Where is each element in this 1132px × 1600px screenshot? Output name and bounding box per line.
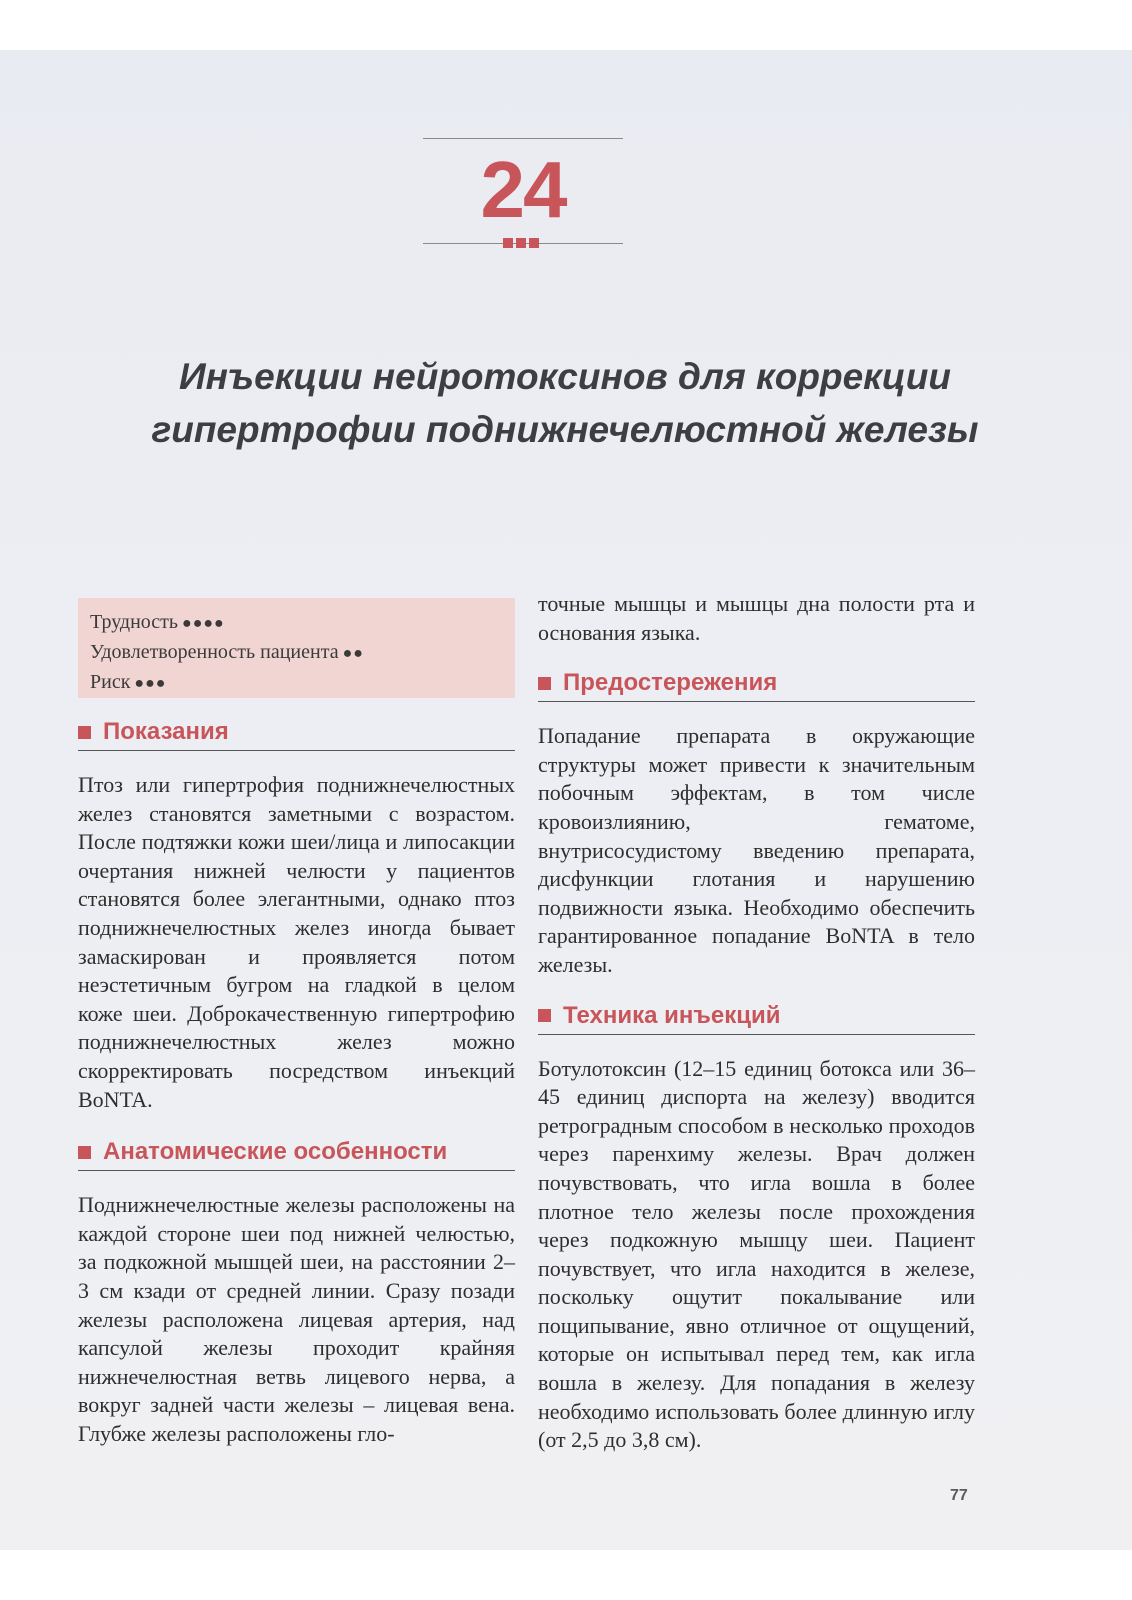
technique-heading-label: Техника инъекций bbox=[563, 1001, 781, 1029]
indications-heading bbox=[78, 718, 515, 751]
left-column bbox=[78, 598, 515, 1448]
risk-rating bbox=[90, 668, 503, 698]
difficulty-dots: ●●●● bbox=[182, 615, 225, 632]
heading-square-icon bbox=[78, 1146, 91, 1159]
page-number: 77 bbox=[950, 1487, 968, 1504]
chapter-top-rule bbox=[423, 138, 623, 139]
right-column bbox=[538, 590, 975, 1455]
heading-square-icon bbox=[538, 1009, 551, 1022]
precautions-text: Попадание препарата в окружающие структуры может привести к значительным побочным эффектам, в том числе кровоизлиянию, гематоме, внутрисосудистому введению препарата, дисфункции глотания и нарушению подвижности языка. Необходимо обеспечить гарантированное попадание BoNTA в тело железы. bbox=[538, 723, 975, 977]
chapter-title bbox=[60, 350, 1070, 456]
heading-square-icon bbox=[538, 677, 551, 690]
risk-dots: ●●● bbox=[134, 675, 167, 692]
anatomy-heading-label: Анатомические особенности bbox=[103, 1138, 448, 1166]
heading-square-icon bbox=[78, 726, 91, 739]
chapter-ornament bbox=[503, 238, 539, 248]
technique-text: Ботулотоксин (12–15 единиц ботокса или 36–45 единиц диспорта на железу) вводится ретроградным способом в несколько проходов через паренхиму железы. Врач должен почувствовать, что игла вошла в более плотное тело железы после прохождения через подкожную мышцу шеи. Пациент почувствует, что игла находится в железе, поскольку ощутит покалывание или пощипывание, явно отличное от ощущений, которые он испытывал перед тем, как игла вошла в железу. Для попадания в железу необходимо использовать более длинную иглу (от 2,5 до 3,8 см). bbox=[538, 1055, 975, 1453]
satisfaction-rating bbox=[90, 638, 503, 668]
satisfaction-dots: ●● bbox=[342, 645, 364, 662]
anatomy-text: Поднижнечелюстные железы расположены на каждой стороне шеи под нижней челюстью, за подкожной мышцей шеи, на расстоянии 2–3 см кзади от средней линии. Сразу позади железы расположена лицевая артерия, над капсулой железы проходит крайняя нижнечелюстная ветвь лицевого нерва, а вокруг задней части железы – лицевая вена. Глубже железы расположены гло- bbox=[78, 1192, 515, 1446]
satisfaction-label: Удовлетворенность пациента bbox=[90, 641, 339, 663]
difficulty-rating bbox=[90, 608, 503, 638]
risk-label: Риск bbox=[90, 671, 131, 693]
anatomy-heading bbox=[78, 1138, 515, 1171]
technique-heading bbox=[538, 1002, 975, 1035]
chapter-title-line-1: Инъекции нейротоксинов для коррекции bbox=[178, 356, 952, 397]
anatomy-continued-text: точные мышцы и мышцы дна полости рта и основания языка. bbox=[538, 591, 975, 645]
chapter-title-line-2: гипертрофии поднижнечелюстной железы bbox=[151, 409, 979, 450]
chapter-number: 24 bbox=[480, 145, 566, 234]
precautions-heading bbox=[538, 669, 975, 702]
indications-text: Птоз или гипертрофия поднижнечелюстных желез становятся заметными с возрастом. После подтяжки кожи шеи/лица и липосакции очертания нижней челюсти у пациентов становятся более элегантными, однако птоз поднижнечелюстных желез иногда бывает замаскирован и проявляется потом неэстетичным бугром на гладкой в целом коже шеи. Доброкачественную гипертрофию поднижнечелюстных желез можно скорректировать посредством инъекций BoNTA. bbox=[78, 772, 515, 1112]
difficulty-label: Трудность bbox=[90, 611, 179, 633]
rating-box bbox=[78, 598, 515, 698]
indications-heading-label: Показания bbox=[103, 718, 229, 745]
precautions-heading-label: Предостережения bbox=[563, 669, 778, 697]
